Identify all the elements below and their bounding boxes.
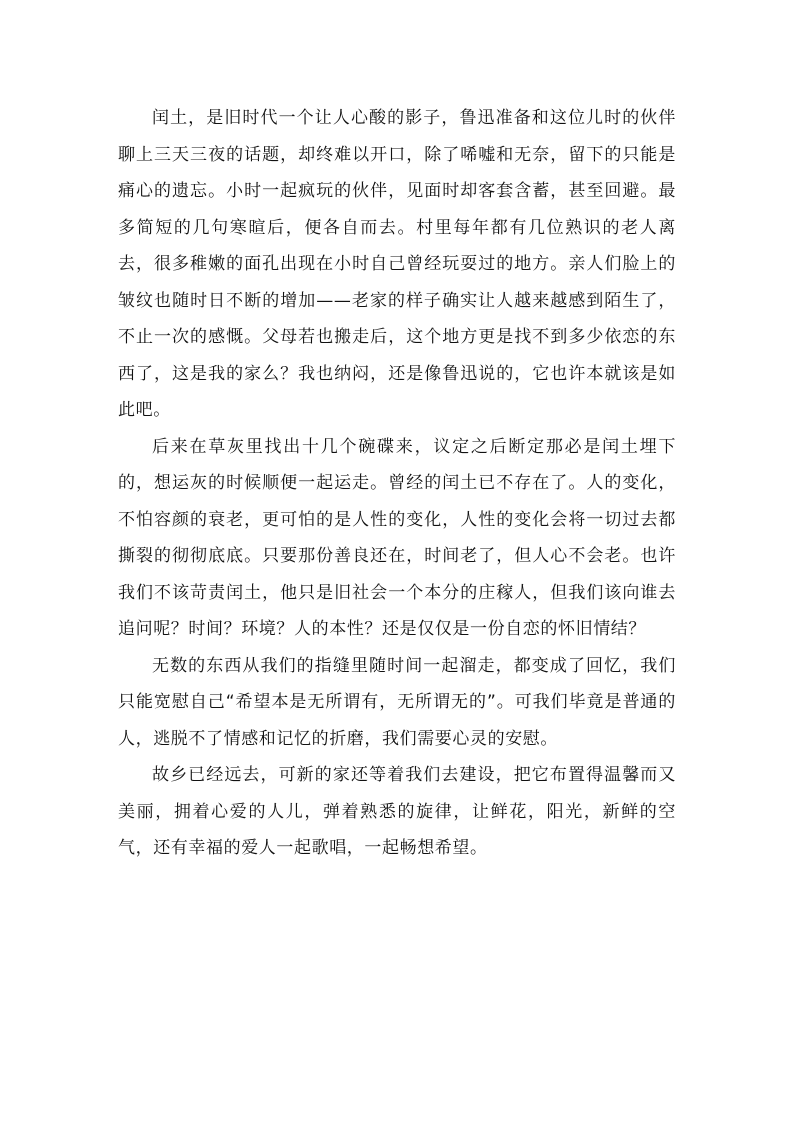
paragraph-3: 无数的东西从我们的指缝里随时间一起溜走，都变成了回忆，我们只能宽慰自己“希望本是无所谓有，无所谓无的”。可我们毕竟是普通的人，逃脱不了情感和记忆的折磨，我们需要心灵的安慰。: [118, 655, 676, 749]
paragraph-1: 闰土，是旧时代一个让人心酸的影子，鲁迅准备和这位儿时的伙伴聊上三天三夜的话题，却终难以开口，除了唏嘘和无奈，留下的只能是痛心的遗忘。小时一起疯玩的伙伴，见面时却客套含蓄，甚至回避。最多简短的几句寒暄后，便各自而去。村里每年都有几位熟识的老人离去，很多稚嫩的面孔出现在小时自己曾经玩耍过的地方。亲人们脸上的皱纹也随时日不断的增加——老家的样子确实让人越来越感到陌生了，不止一次的感慨。父母若也搬走后，这个地方更是找不到多少依恋的东西了，这是我的家么？我也纳闷，还是像鲁迅说的，它也许本就该是如此吧。: [118, 108, 676, 420]
document-body: [118, 100, 676, 867]
paragraph-4: 故乡已经远去，可新的家还等着我们去建设，把它布置得温馨而又美丽，拥着心爱的人儿，弹着熟悉的旋律，让鲜花，阳光，新鲜的空气，还有幸福的爱人一起歌唱，一起畅想希望。: [118, 765, 676, 858]
paragraph-2: 后来在草灰里找出十几个碗碟来，议定之后断定那必是闰土埋下的，想运灰的时候顺便一起运走。曾经的闰土已不存在了。人的变化，不怕容颜的衰老，更可怕的是人性的变化，人性的变化会将一切过去都撕裂的彻彻底底。只要那份善良还在，时间老了，但人心不会老。也许我们不该苛责闰土，他只是旧社会一个本分的庄稼人，但我们该向谁去追问呢？时间？环境？人的本性？还是仅仅是一份自恋的怀旧情结？: [118, 436, 676, 639]
